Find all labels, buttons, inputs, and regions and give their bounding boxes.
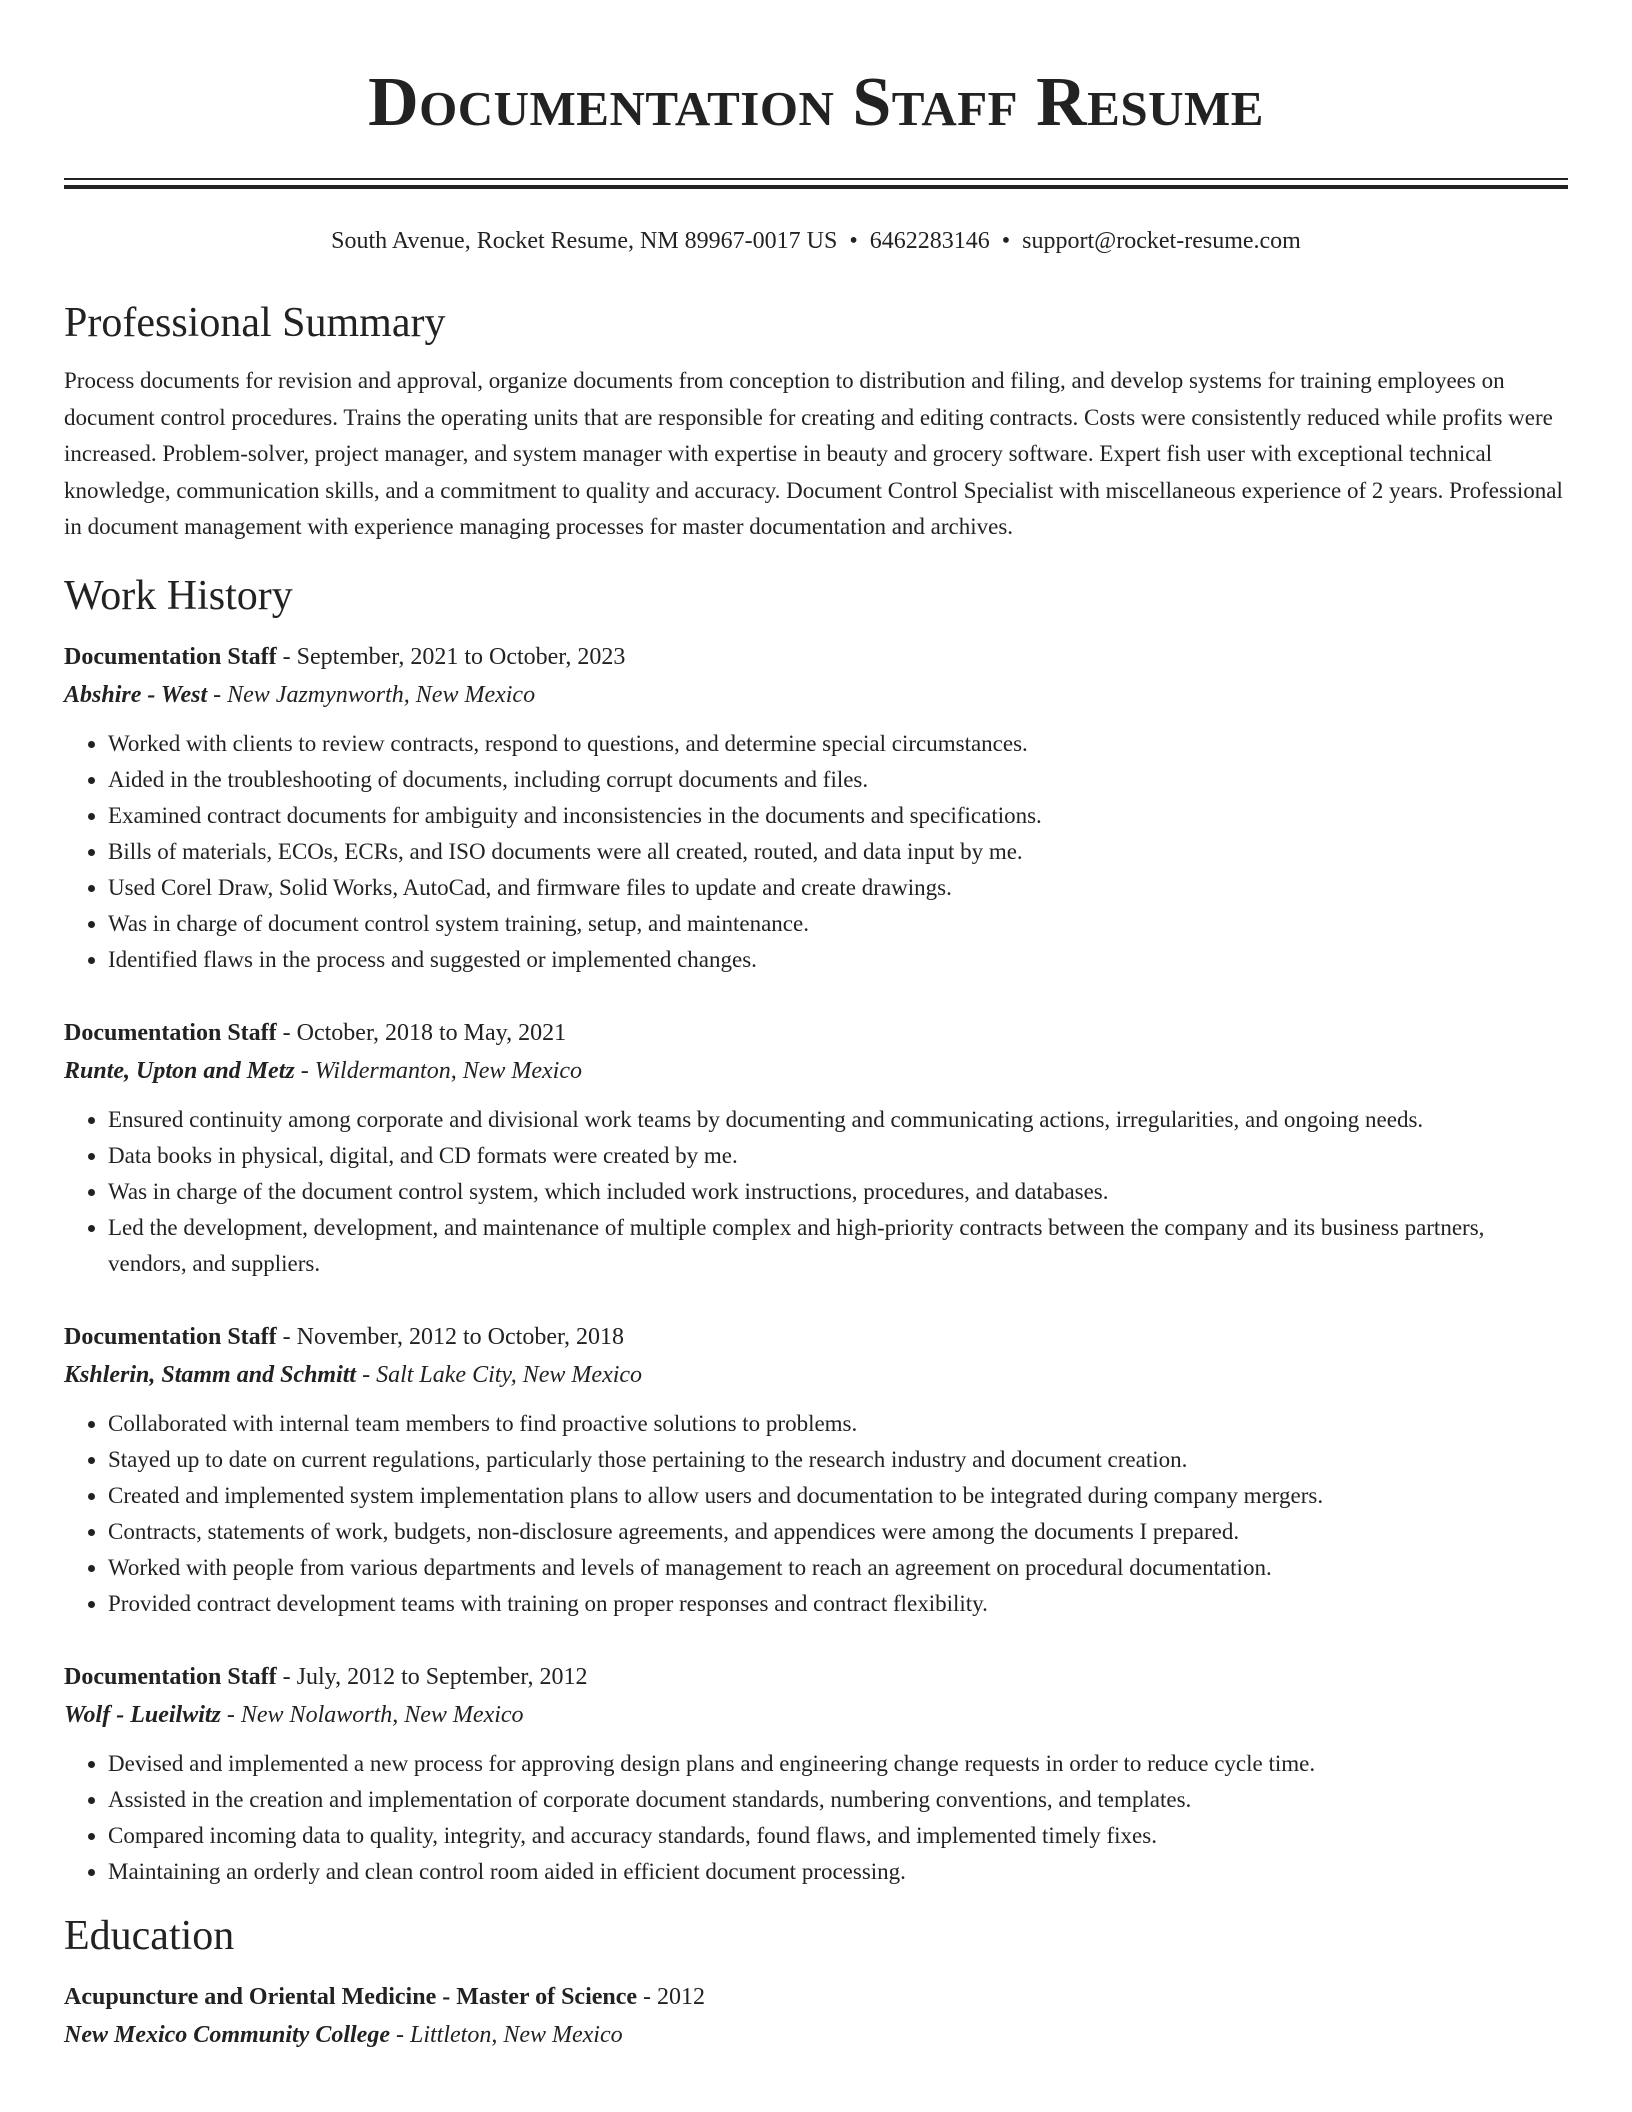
job-bullet: • Ensured continuity among corporate and divisional work teams by documenting and communicating actions, irregularities, and ongoing needs.	[108, 1102, 1568, 1138]
job-company-line	[64, 676, 1568, 714]
job-bullet: • Stayed up to date on current regulations, particularly those pertaining to the research industry and document creation.	[108, 1442, 1568, 1478]
job-dates: November, 2012 to October, 2018	[296, 1323, 624, 1350]
job-bullet: • Used Corel Draw, Solid Works, AutoCad, and firmware files to update and create drawings.	[108, 870, 1568, 906]
education-heading: Education	[64, 1912, 235, 1959]
contact-phone: 6462283146	[869, 228, 990, 254]
job-location: Salt Lake City, New Mexico	[376, 1361, 643, 1388]
job-bullet: • Worked with people from various departments and levels of management to reach an agreement on procedural documentation.	[108, 1550, 1568, 1586]
contact-separator: •	[1001, 228, 1011, 254]
summary-heading: Professional Summary	[64, 300, 446, 346]
job-bullet: • Compared incoming data to quality, integrity, and accuracy standards, found flaws, and implemented timely fixes.	[108, 1818, 1568, 1854]
job-bullet: • Provided contract development teams with training on proper responses and contract flexibility.	[108, 1586, 1568, 1622]
job-entry	[64, 638, 1568, 978]
education-dash: -	[389, 2021, 410, 2048]
job-bullet: • Assisted in the creation and implementation of corporate document standards, numbering conventions, and templates.	[108, 1782, 1568, 1818]
job-company-line	[64, 1052, 1568, 1090]
contact-email: support@rocket-resume.com	[1022, 228, 1301, 254]
education-school-line	[64, 2016, 1568, 2054]
job-bullet: • Collaborated with internal team members to find proactive solutions to problems.	[108, 1406, 1568, 1442]
job-company: Kshlerin, Stamm and Schmitt	[64, 1361, 357, 1388]
job-header	[64, 1014, 1568, 1052]
job-company: Abshire - West	[64, 681, 208, 708]
job-company-line	[64, 1356, 1568, 1394]
job-dates: September, 2021 to October, 2023	[296, 643, 626, 670]
job-role: Documentation Staff	[64, 643, 277, 670]
job-role: Documentation Staff	[64, 1663, 277, 1690]
job-entry	[64, 1658, 1568, 1890]
job-bullet: • Contracts, statements of work, budgets, non-disclosure agreements, and appendices were among the documents I prepared.	[108, 1514, 1568, 1550]
education-dash: -	[637, 1983, 658, 2010]
job-dates: July, 2012 to September, 2012	[296, 1663, 588, 1690]
job-dash: -	[356, 1361, 377, 1388]
job-bullets	[64, 1102, 1568, 1282]
job-entry	[64, 1014, 1568, 1282]
title-divider	[64, 178, 1568, 189]
job-bullet: • Was in charge of the document control system, which included work instructions, procedures, and databases.	[108, 1174, 1568, 1210]
job-bullet: • Created and implemented system implementation plans to allow users and documentation to be integrated during company mergers.	[108, 1478, 1568, 1514]
job-bullet: • Was in charge of document control system training, setup, and maintenance.	[108, 906, 1568, 942]
education-school: New Mexico Community College	[64, 2021, 390, 2048]
job-bullet: • Worked with clients to review contracts, respond to questions, and determine special circumstances.	[108, 726, 1568, 762]
job-bullets	[64, 1406, 1568, 1622]
job-bullet: • Aided in the troubleshooting of documents, including corrupt documents and files.	[108, 762, 1568, 798]
job-dash: -	[276, 1019, 297, 1046]
education-location: Littleton, New Mexico	[409, 2021, 623, 2048]
job-bullet: • Devised and implemented a new process for approving design plans and engineering change requests in order to reduce cycle time.	[108, 1746, 1568, 1782]
job-dates: October, 2018 to May, 2021	[296, 1019, 567, 1046]
job-bullets	[64, 726, 1568, 978]
job-role: Documentation Staff	[64, 1323, 277, 1350]
summary-text: Process documents for revision and approval, organize documents from conception to distribution and filing, and develop systems for training employees on document control procedures. Trains the operating units that are responsible for creating and editing contracts. Costs were consistently reduced while profits were increased. Problem-solver, project manager, and system manager with expertise in beauty and grocery software. Expert fish user with exceptional technical knowledge, communication skills, and a commitment to quality and accuracy. Document Control Specialist with miscellaneous experience of 2 years. Professional in document management with experience managing processes for master documentation and archives.	[64, 368, 1563, 539]
work-history-list	[64, 638, 1568, 1890]
job-dash: -	[220, 1701, 241, 1728]
job-dash: -	[276, 643, 297, 670]
education-program: Acupuncture and Oriental Medicine - Master of Science	[64, 1983, 638, 2010]
job-bullet: • Examined contract documents for ambiguity and inconsistencies in the documents and specifications.	[108, 798, 1568, 834]
contact-address: South Avenue, Rocket Resume, NM 89967-0017 US	[331, 228, 838, 254]
job-header	[64, 1318, 1568, 1356]
job-bullet: • Bills of materials, ECOs, ECRs, and ISO documents were all created, routed, and data input by me.	[108, 834, 1568, 870]
job-company: Runte, Upton and Metz	[64, 1057, 295, 1084]
job-company: Wolf - Lueilwitz	[64, 1701, 221, 1728]
job-bullet: • Maintaining an orderly and clean control room aided in efficient document processing.	[108, 1854, 1568, 1890]
job-dash: -	[207, 681, 228, 708]
contact-line	[64, 225, 1568, 257]
resume-title: Documentation Staff Resume	[368, 64, 1264, 141]
job-location: New Jazmynworth, New Mexico	[227, 681, 536, 708]
job-company-line	[64, 1696, 1568, 1734]
job-bullet: • Identified flaws in the process and suggested or implemented changes.	[108, 942, 1568, 978]
education-header	[64, 1978, 1568, 2016]
job-dash: -	[276, 1323, 297, 1350]
job-role: Documentation Staff	[64, 1019, 277, 1046]
job-bullet: • Data books in physical, digital, and CD formats were created by me.	[108, 1138, 1568, 1174]
job-header	[64, 638, 1568, 676]
job-bullets	[64, 1746, 1568, 1890]
contact-separator: •	[849, 228, 858, 254]
education-list	[64, 1978, 1568, 2054]
education-year: 2012	[657, 1983, 706, 2010]
job-entry	[64, 1318, 1568, 1622]
job-location: Wildermanton, New Mexico	[314, 1057, 582, 1084]
job-location: New Nolaworth, New Mexico	[240, 1701, 524, 1728]
job-dash: -	[276, 1663, 297, 1690]
work-history-heading: Work History	[64, 572, 293, 619]
job-bullet: • Led the development, development, and maintenance of multiple complex and high-priority contracts between the company and its business partners, vendors, and suppliers.	[108, 1210, 1568, 1282]
education-entry	[64, 1978, 1568, 2054]
job-header	[64, 1658, 1568, 1696]
job-dash: -	[294, 1057, 315, 1084]
